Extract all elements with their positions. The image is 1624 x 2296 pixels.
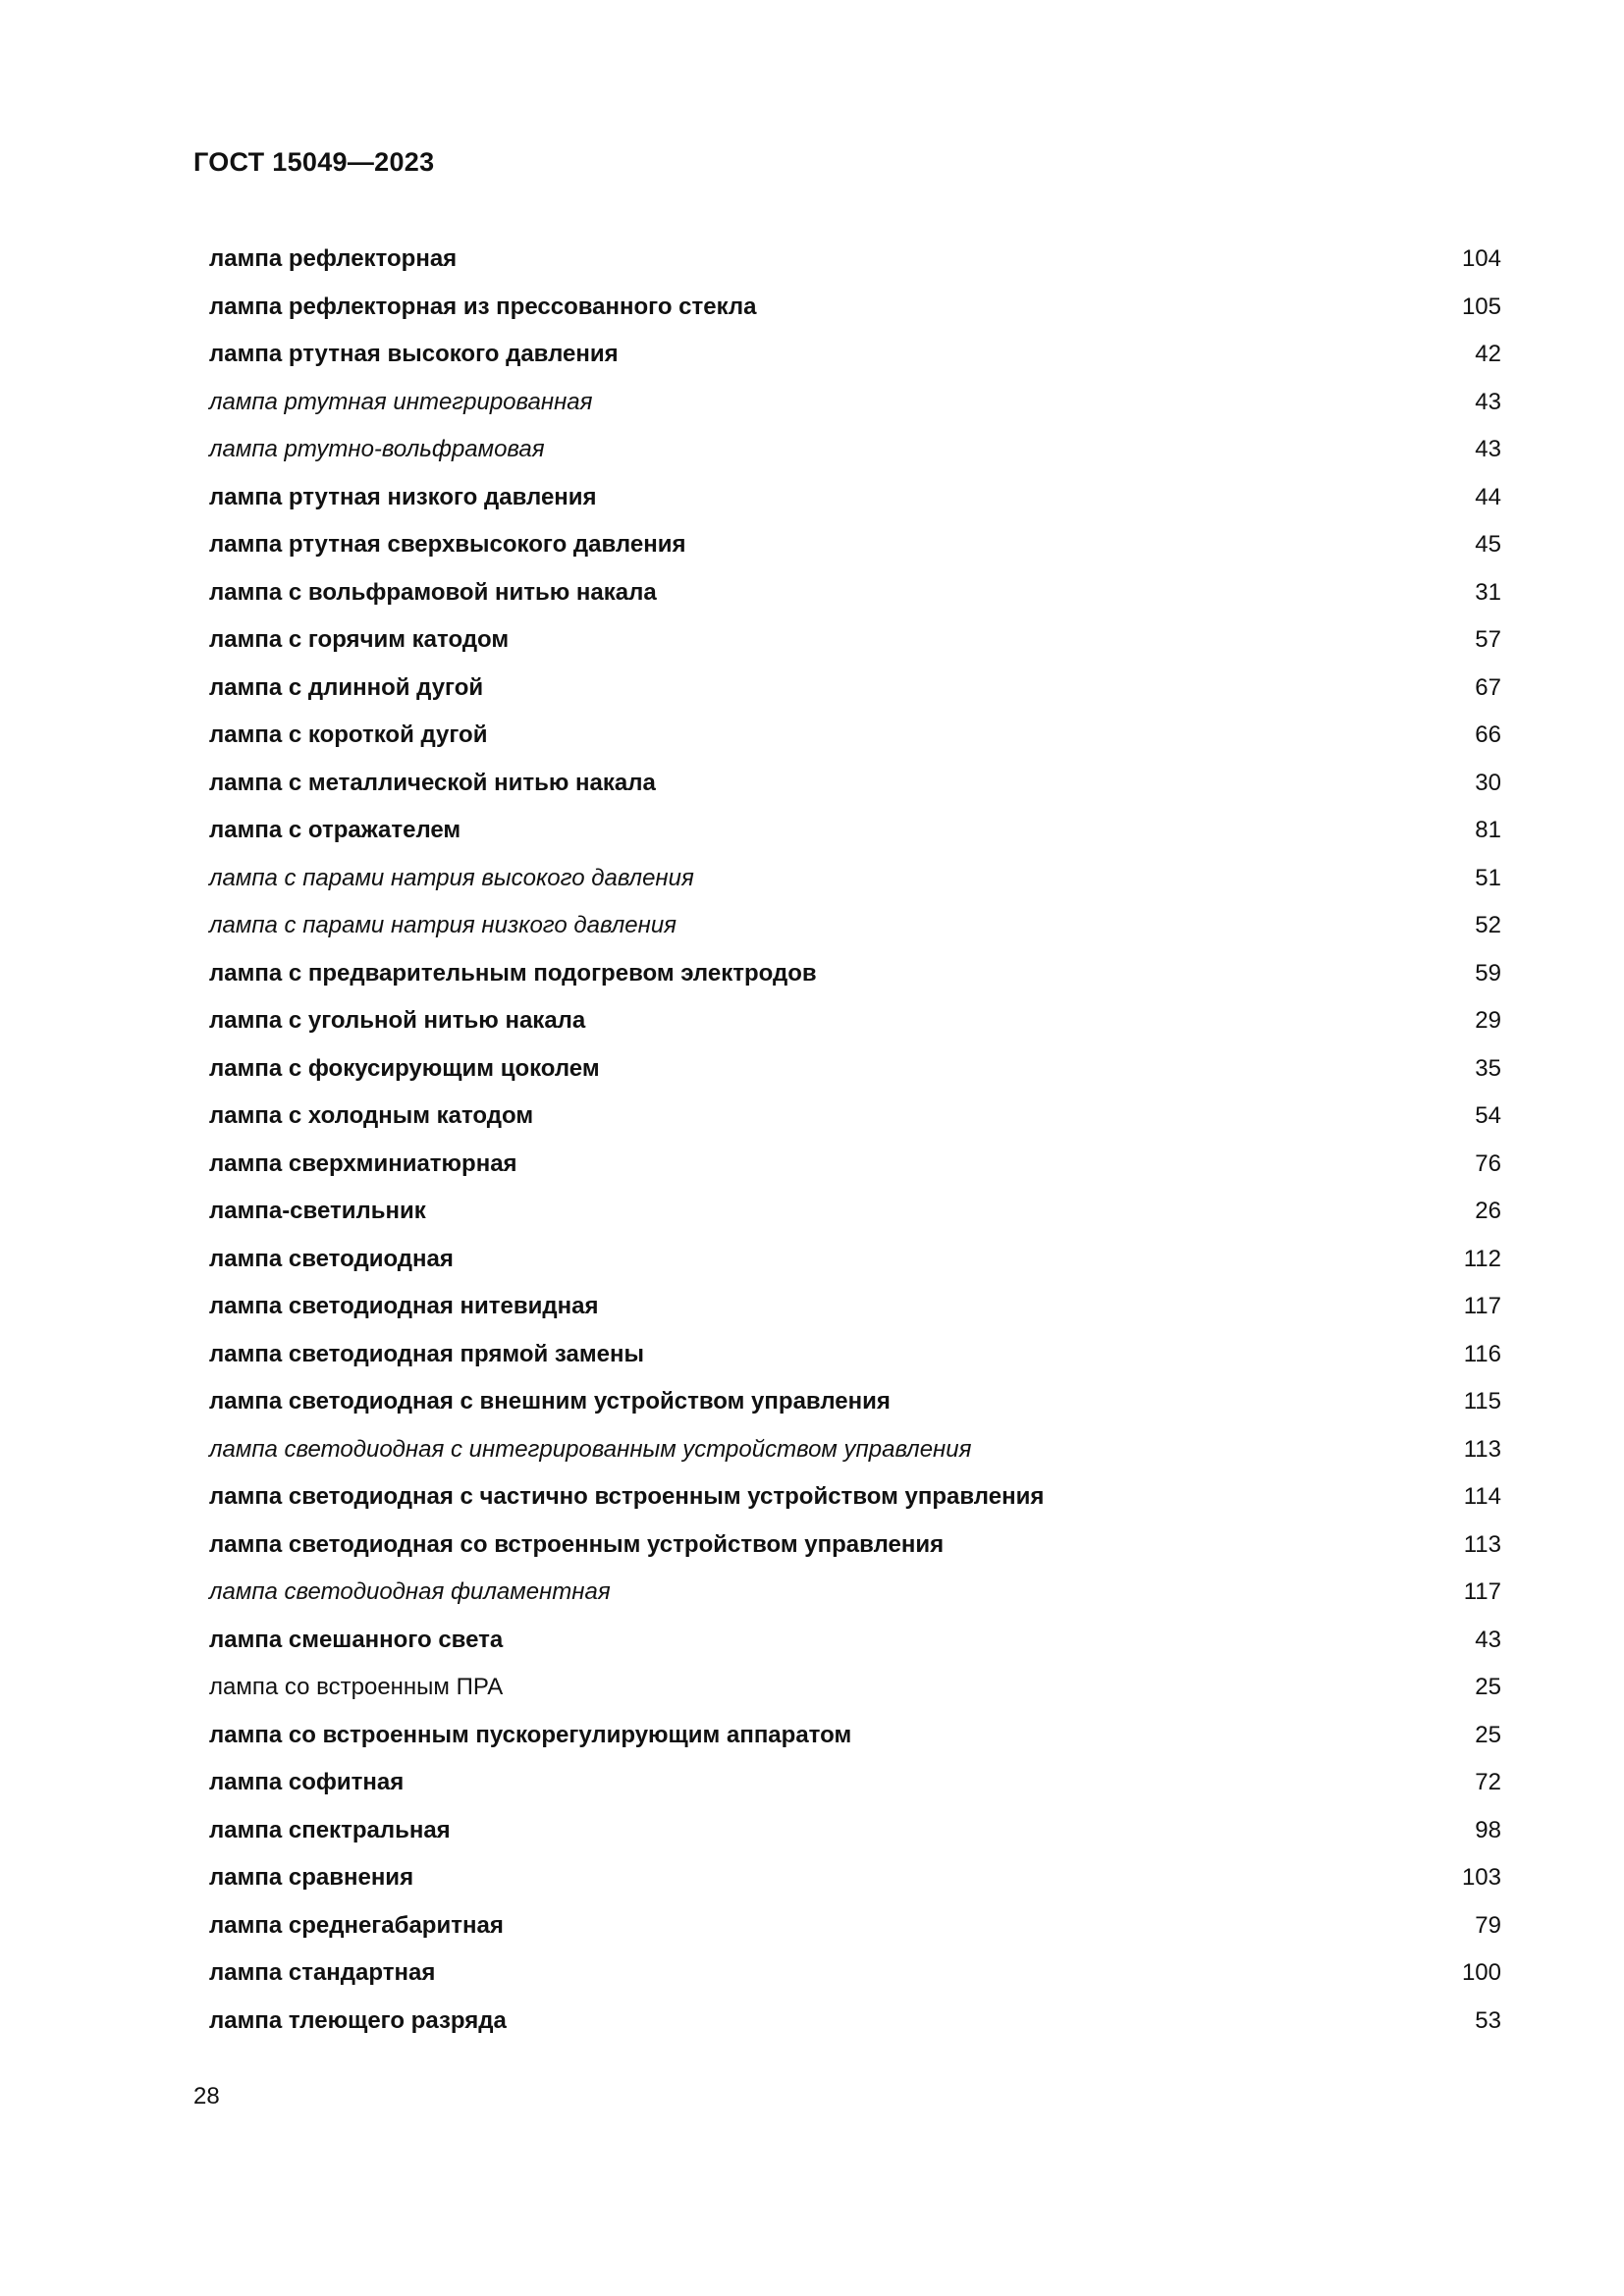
index-term: лампа стандартная (209, 1959, 436, 1987)
index-entry (209, 1283, 1501, 1331)
index-term: лампа со встроенным пускорегулирующим аппаратом (209, 1721, 852, 1748)
index-entry (209, 760, 1501, 808)
index-entry (209, 1807, 1501, 1855)
index-entry (209, 1426, 1501, 1474)
index-term: лампа с угольной нитью накала (209, 1007, 586, 1035)
index-term: лампа ртутно-вольфрамовая (209, 436, 545, 463)
index-term: лампа с холодным катодом (209, 1102, 534, 1130)
index-entry (209, 1949, 1501, 1998)
index-term: лампа ртутная низкого давления (209, 483, 597, 510)
index-entry (209, 569, 1501, 617)
index-page-ref: 113 (1463, 1435, 1501, 1463)
index-page-ref: 59 (1475, 959, 1501, 987)
index-term: лампа с длинной дугой (209, 673, 484, 701)
index-entry (209, 902, 1501, 950)
index-page-ref: 57 (1475, 626, 1501, 654)
index-entry (209, 379, 1501, 427)
index-page-ref: 26 (1475, 1198, 1501, 1225)
document-header: ГОСТ 15049—2023 (193, 147, 435, 177)
index-entry (209, 236, 1501, 284)
index-term: лампа светодиодная филаментная (209, 1578, 611, 1606)
index-term: лампа с вольфрамовой нитью накала (209, 578, 657, 606)
index-term: лампа рефлекторная из прессованного стекла (209, 293, 757, 320)
index-term: лампа светодиодная со встроенным устройством управления (209, 1530, 945, 1558)
index-entry (209, 997, 1501, 1045)
index-page-ref: 115 (1463, 1388, 1501, 1415)
index-entry (209, 855, 1501, 903)
index-entry (209, 665, 1501, 713)
index-term: лампа ртутная интегрированная (209, 388, 593, 415)
index-entry (209, 1093, 1501, 1141)
index-term: лампа светодиодная с интегрированным устройством управления (209, 1435, 972, 1463)
index-term: лампа с горячим катодом (209, 626, 510, 654)
index-term: лампа ртутная высокого давления (209, 341, 619, 368)
index-page-ref: 54 (1475, 1102, 1501, 1130)
index-page-ref: 72 (1475, 1769, 1501, 1796)
index-entry (209, 1854, 1501, 1902)
index-page-ref: 30 (1475, 769, 1501, 796)
index-term: лампа смешанного света (209, 1626, 504, 1653)
index-entry (209, 284, 1501, 332)
index-page-ref: 104 (1461, 245, 1501, 273)
index-entry (209, 1998, 1501, 2046)
index-entry (209, 521, 1501, 569)
index-page-ref: 66 (1475, 721, 1501, 749)
index-term: лампа сверхминиатюрная (209, 1149, 517, 1177)
index-page-ref: 43 (1475, 436, 1501, 463)
index-entry (209, 616, 1501, 665)
index-term: лампа рефлекторная (209, 245, 458, 273)
index-entry (209, 1473, 1501, 1522)
page-number: 28 (193, 2083, 220, 2109)
index-page-ref: 116 (1463, 1340, 1501, 1367)
index-entry (209, 1045, 1501, 1094)
index-entry (209, 331, 1501, 379)
index-term: лампа спектральная (209, 1816, 451, 1843)
index-page-ref: 43 (1475, 388, 1501, 415)
index-entry (209, 712, 1501, 760)
index-page-ref: 81 (1475, 817, 1501, 844)
index-page-ref: 53 (1475, 2006, 1501, 2034)
index-page-ref: 117 (1463, 1293, 1501, 1320)
index-term: лампа светодиодная с частично встроенным устройством управления (209, 1483, 1045, 1511)
index-term: лампа-светильник (209, 1198, 426, 1225)
index-page-ref: 45 (1475, 531, 1501, 559)
index-page-ref: 100 (1461, 1959, 1501, 1987)
index-page-ref: 44 (1475, 483, 1501, 510)
term-index-list (209, 236, 1501, 2045)
index-entry (209, 1712, 1501, 1760)
index-page-ref: 35 (1475, 1054, 1501, 1082)
index-page-ref: 76 (1475, 1149, 1501, 1177)
index-page-ref: 113 (1463, 1530, 1501, 1558)
index-page-ref: 67 (1475, 673, 1501, 701)
index-entry (209, 1236, 1501, 1284)
index-page-ref: 114 (1463, 1483, 1501, 1511)
index-entry (209, 1569, 1501, 1617)
index-term: лампа светодиодная нитевидная (209, 1293, 599, 1320)
index-page-ref: 51 (1475, 864, 1501, 891)
index-term: лампа тлеющего разряда (209, 2006, 507, 2034)
index-entry (209, 1759, 1501, 1807)
index-entry (209, 474, 1501, 522)
index-entry (209, 1617, 1501, 1665)
index-entry (209, 1522, 1501, 1570)
index-term: лампа с предварительным подогревом электродов (209, 959, 817, 987)
index-page-ref: 25 (1475, 1721, 1501, 1748)
index-page-ref: 79 (1475, 1911, 1501, 1939)
index-entry (209, 1188, 1501, 1236)
index-entry (209, 807, 1501, 855)
index-term: лампа светодиодная (209, 1245, 454, 1272)
index-page-ref: 103 (1461, 1864, 1501, 1892)
index-term: лампа светодиодная с внешним устройством управления (209, 1388, 891, 1415)
index-entry (209, 1902, 1501, 1950)
index-term: лампа с парами натрия низкого давления (209, 912, 677, 939)
index-page-ref: 29 (1475, 1007, 1501, 1035)
index-page-ref: 52 (1475, 912, 1501, 939)
index-term: лампа софитная (209, 1769, 405, 1796)
index-term: лампа с отражателем (209, 817, 461, 844)
index-term: лампа с фокусирующим цоколем (209, 1054, 600, 1082)
index-entry (209, 1141, 1501, 1189)
index-entry (209, 950, 1501, 998)
index-term: лампа со встроенным ПРА (209, 1674, 504, 1701)
index-page-ref: 117 (1463, 1578, 1501, 1606)
index-page-ref: 105 (1461, 293, 1501, 320)
index-entry (209, 1331, 1501, 1379)
index-page-ref: 25 (1475, 1674, 1501, 1701)
index-term: лампа с металлической нитью накала (209, 769, 656, 796)
index-entry (209, 1378, 1501, 1426)
index-page-ref: 43 (1475, 1626, 1501, 1653)
index-entry (209, 1664, 1501, 1712)
index-term: лампа сравнения (209, 1864, 414, 1892)
index-page-ref: 31 (1475, 578, 1501, 606)
index-page-ref: 112 (1463, 1245, 1501, 1272)
index-term: лампа с парами натрия высокого давления (209, 864, 694, 891)
index-page-ref: 98 (1475, 1816, 1501, 1843)
index-term: лампа с короткой дугой (209, 721, 488, 749)
index-entry (209, 426, 1501, 474)
index-term: лампа светодиодная прямой замены (209, 1340, 644, 1367)
index-page-ref: 42 (1475, 341, 1501, 368)
index-term: лампа среднегабаритная (209, 1911, 504, 1939)
index-term: лампа ртутная сверхвысокого давления (209, 531, 686, 559)
